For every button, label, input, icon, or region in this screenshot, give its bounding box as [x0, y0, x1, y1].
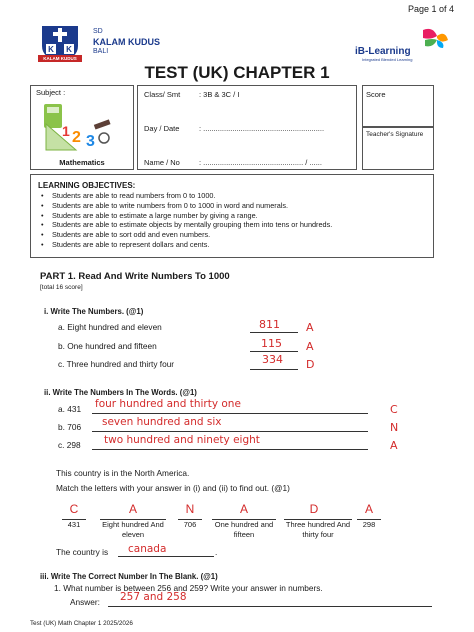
section-ii-item-b: b. 706 — [58, 422, 82, 432]
puzzle-line-1: This country is in the North America. — [56, 468, 190, 478]
section-iii-title: iii. Write The Correct Number In The Blank. (@1) — [40, 572, 218, 581]
letter-ii-a: C — [390, 403, 398, 416]
answer-line — [92, 430, 368, 432]
puzzle-letter: A — [364, 502, 373, 516]
subject-value: Mathematics — [59, 158, 105, 167]
answer-ii-c[interactable]: two hundred and ninety eight — [104, 434, 260, 446]
answer-line — [108, 605, 432, 607]
name-label: Name / No — [144, 158, 180, 167]
date-label: Day / Date — [144, 124, 180, 133]
answer-label: Answer: — [70, 597, 100, 607]
signature-label: Teacher's Signature — [366, 131, 424, 138]
puzzle-cell-text: One hundred and fifteen — [214, 520, 274, 539]
svg-text:K: K — [66, 45, 72, 54]
section-iii-q1: 1. What number is between 256 and 259? Write your answer in numbers. — [54, 583, 323, 593]
ib-learning-tagline: Integrated Blended Learning — [362, 57, 413, 62]
puzzle-letter: D — [309, 502, 319, 516]
answer-line — [92, 412, 368, 414]
footer-text: Test (UK) Math Chapter 1 2025/2026 — [30, 620, 133, 627]
section-ii-item-a: a. 431 — [58, 404, 82, 414]
section-ii-item-c: c. 298 — [58, 440, 81, 450]
country-label: The country is — [56, 547, 109, 557]
school-logo — [36, 24, 84, 64]
answer-i-b[interactable]: 115 — [261, 337, 282, 350]
country-period: . — [215, 547, 218, 557]
school-name: KALAM KUDUS — [93, 37, 160, 47]
letter-i-a: A — [306, 321, 314, 334]
puzzle-letter: A — [128, 502, 137, 516]
puzzle-cell-text: 298 — [362, 520, 376, 529]
school-level: SD — [93, 28, 103, 35]
objective-item: • Students are able to write numbers from 0 to 1000 in word and numerals. — [38, 201, 332, 211]
objective-item: • Students are able to estimate objects by mentally grouping them into tens or hundreds. — [38, 220, 332, 230]
ib-learning-name: iB-Learning — [355, 46, 411, 57]
svg-text:2: 2 — [72, 129, 81, 146]
section-ii-title: ii. Write The Numbers In The Words. (@1) — [44, 388, 197, 397]
answer-line — [250, 368, 298, 370]
puzzle-letter: A — [239, 502, 248, 516]
objectives-list — [38, 191, 332, 250]
answer-line — [92, 448, 368, 450]
answer-i-c[interactable]: 334 — [262, 353, 283, 366]
puzzle-cell-text: Three hundred And thirty four — [285, 520, 351, 539]
puzzle-letter: C — [69, 502, 79, 516]
country-answer-line — [118, 555, 214, 557]
objective-item: • Students are able to estimate a large number by giving a range. — [38, 211, 332, 221]
svg-text:3: 3 — [86, 133, 95, 150]
answer-i-a[interactable]: 811 — [259, 318, 280, 331]
school-location: BALI — [93, 48, 109, 55]
letter-i-b: A — [306, 340, 314, 353]
puzzle-line-2: Match the letters with your answer in (i) and (ii) to find out. (@1) — [56, 483, 290, 493]
objective-item: • Students are able to represent dollars and cents. — [38, 240, 332, 250]
date-field[interactable]: : .......................................................... — [199, 124, 325, 133]
answer-iii-1[interactable]: 257 and 258 — [120, 591, 187, 603]
objective-item: • Students are able to sort odd and even numbers. — [38, 230, 332, 240]
part1-title: PART 1. Read And Write Numbers To 1000 — [40, 271, 230, 282]
page-number: Page 1 of 4 — [407, 4, 454, 14]
section-i-item-b: b. One hundred and fifteen — [58, 341, 157, 351]
puzzle-cell-text: 706 — [183, 520, 197, 529]
puzzle-letter: N — [185, 502, 195, 516]
part1-subtitle: [total 16 score] — [40, 284, 83, 291]
objectives-title: LEARNING OBJECTIVES: — [38, 181, 136, 190]
letter-i-c: D — [306, 358, 315, 371]
puzzle-cell-text: 431 — [67, 520, 81, 529]
svg-text:K: K — [48, 45, 54, 54]
section-i-item-a: a. Eight hundred and eleven — [58, 322, 162, 332]
svg-text:1: 1 — [62, 123, 70, 139]
logo-badge-text: KALAM KUDUS — [43, 56, 77, 61]
name-field[interactable]: : ................................................ / ...... — [199, 158, 322, 167]
answer-ii-b[interactable]: seven hundred and six — [102, 416, 222, 428]
section-i-title: i. Write The Numbers. (@1) — [44, 307, 144, 316]
section-i-item-c: c. Three hundred and thirty four — [58, 359, 175, 369]
answer-line — [250, 331, 298, 333]
class-label: Class/ Smt — [144, 90, 181, 99]
objective-item: • Students are able to read numbers from 0 to 1000. — [38, 191, 332, 201]
puzzle-cell-text: Eight hundred And eleven — [102, 520, 164, 539]
class-value: : 3B & 3C / I — [199, 90, 240, 99]
math-illustration — [40, 100, 116, 156]
score-label: Score — [366, 90, 386, 99]
subject-label: Subject : — [36, 88, 66, 97]
country-answer[interactable]: canada — [128, 543, 167, 555]
answer-line — [250, 350, 298, 352]
letter-ii-c: A — [390, 439, 398, 452]
answer-ii-a[interactable]: four hundred and thirty one — [95, 398, 241, 410]
letter-ii-b: N — [390, 421, 399, 434]
test-title: TEST (UK) CHAPTER 1 — [144, 63, 330, 82]
